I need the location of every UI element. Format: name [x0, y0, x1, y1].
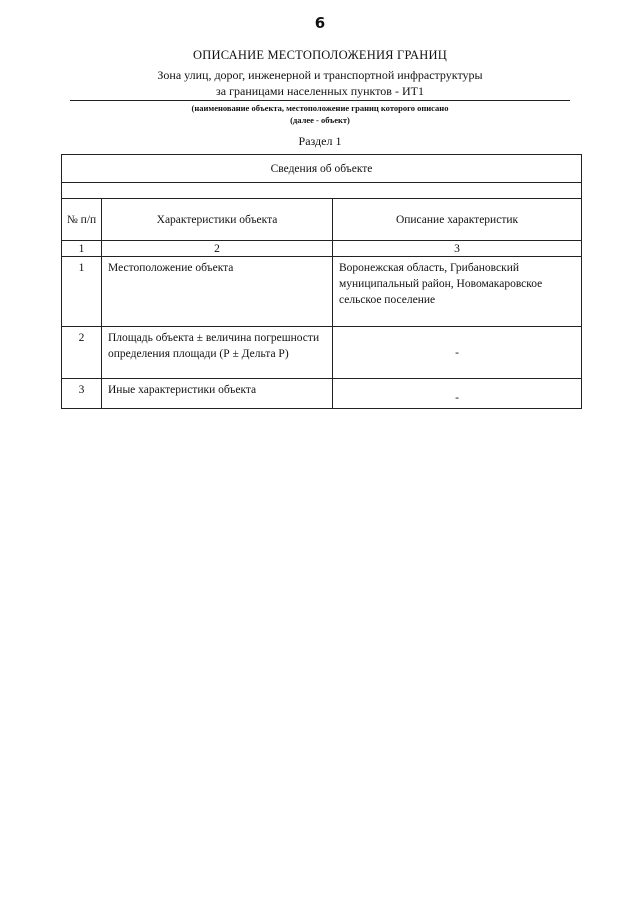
page-number: 6 — [314, 14, 326, 32]
underline-rule — [70, 100, 570, 101]
object-name-line-2: за границами населенных пунктов - ИТ1 — [216, 84, 424, 98]
object-caption-line-1: (наименование объекта, местоположение границ которого описано — [191, 103, 449, 113]
object-caption-line-2: (далее - объект) — [290, 115, 350, 125]
table-row — [62, 327, 582, 379]
header-characteristic: Характеристики объекта — [102, 199, 333, 241]
object-name — [0, 67, 640, 99]
row-characteristic: Иные характеристики объекта — [102, 379, 333, 409]
row-num: 3 — [62, 379, 102, 409]
column-numbers-row — [62, 241, 582, 257]
row-description: - — [333, 379, 582, 409]
table-row — [62, 379, 582, 409]
column-number-3: 3 — [333, 241, 582, 257]
header-description: Описание характеристик — [333, 199, 582, 241]
section-label: Раздел 1 — [298, 134, 342, 148]
header-num: № п/п — [62, 199, 102, 241]
table-row — [62, 257, 582, 327]
object-name-line-1: Зона улиц, дорог, инженерной и транспортной инфраструктуры — [157, 68, 483, 82]
table-title-row — [62, 155, 582, 183]
table-spacer-row — [62, 183, 582, 199]
column-number-2: 2 — [102, 241, 333, 257]
row-description: - — [333, 327, 582, 379]
row-characteristic: Местоположение объекта — [102, 257, 333, 327]
object-caption — [0, 102, 640, 126]
document-title: ОПИСАНИЕ МЕСТОПОЛОЖЕНИЯ ГРАНИЦ — [193, 48, 447, 62]
row-description: Воронежская область, Грибановский муниципальный район, Новомакаровское сельское поселение — [333, 257, 582, 327]
row-characteristic: Площадь объекта ± величина погрешности определения площади (Р ± Дельта Р) — [102, 327, 333, 379]
table-header-row — [62, 199, 582, 241]
object-info-table — [61, 154, 582, 409]
table-title: Сведения об объекте — [62, 155, 582, 183]
column-number-1: 1 — [62, 241, 102, 257]
row-num: 2 — [62, 327, 102, 379]
row-num: 1 — [62, 257, 102, 327]
table-spacer-cell — [62, 183, 582, 199]
